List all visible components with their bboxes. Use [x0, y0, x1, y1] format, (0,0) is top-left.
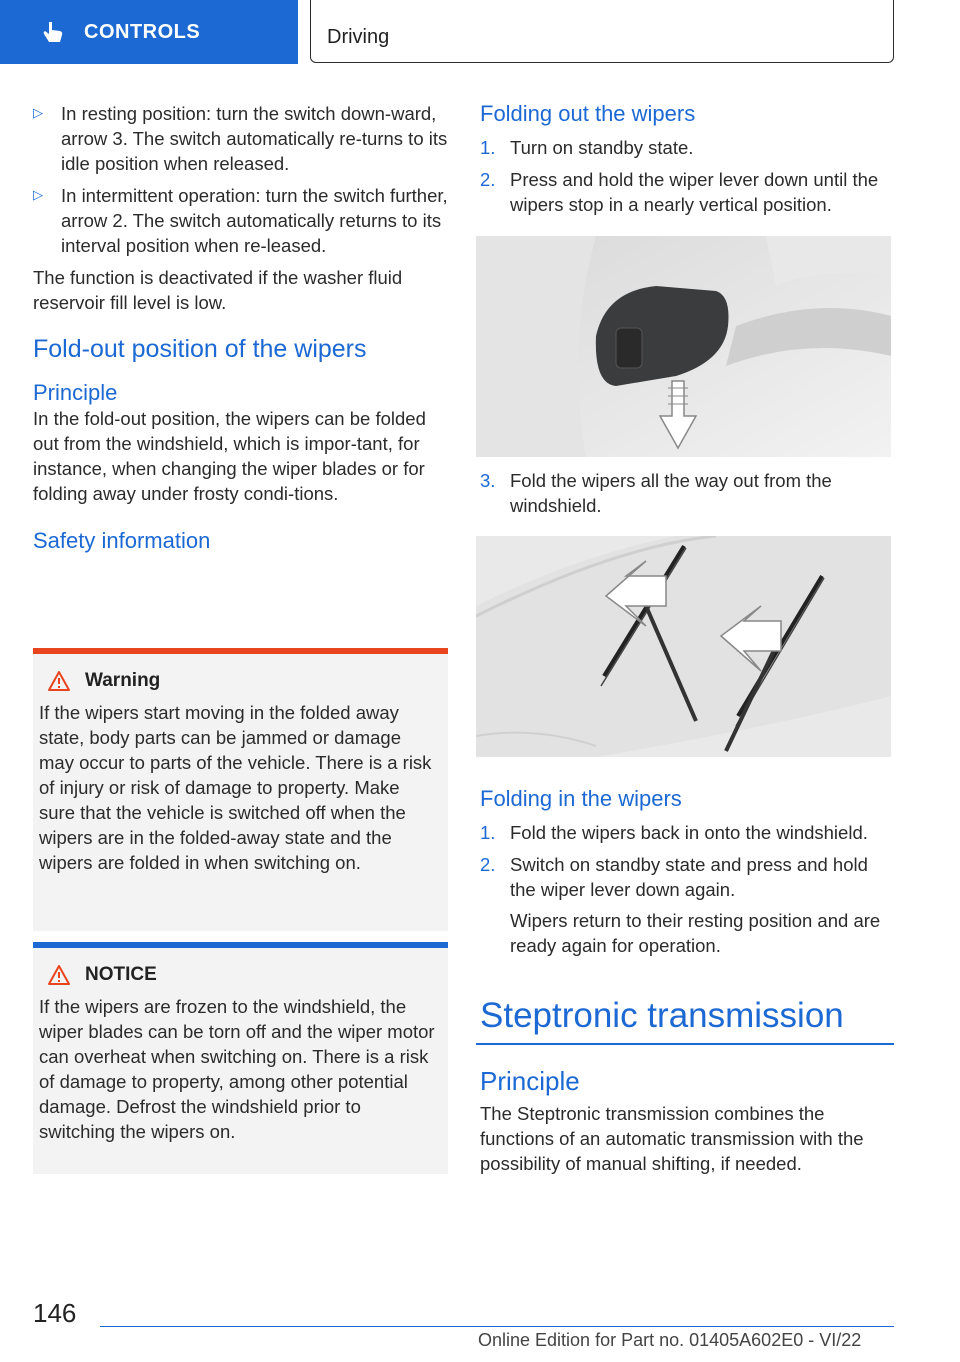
page-number: 146: [33, 1298, 77, 1328]
right-column-bottom: [480, 786, 895, 958]
notice-text: If the wipers are frozen to the windshield, the wiper blades can be torn off and the wiper motor can overheat when switching on. There is a risk of damage to property, among other potential damage. Defrost the windshield prior to switching the wipers on.: [39, 996, 435, 1142]
warning-text: If the wipers start moving in the folded away state, body parts can be jammed or damage may occur to parts of the vehicle. There is a risk of injury or risk of damage to property. Make sure that the vehicle is switched off when the wipers are in the folded-away state and the wipers are folded in when switching on.: [39, 702, 432, 873]
in-note: Wipers return to their resting position and are ready again for operation.: [510, 910, 881, 956]
triangle-bullet-icon: ▷: [33, 105, 43, 120]
list-item: 2. Switch on standby state and press and hold the wiper lever down again.: [480, 854, 868, 900]
footer-rule: [100, 1326, 894, 1327]
section-tab[interactable]: [0, 0, 298, 64]
notice-title: NOTICE: [85, 964, 157, 985]
heading-principle: Principle: [33, 380, 118, 405]
wipers-folded-out-image: [476, 536, 891, 757]
edition-text: Online Edition for Part no. 01405A602E0 - VI/22: [478, 1330, 862, 1350]
heading-folding-out: Folding out the wipers: [480, 101, 696, 126]
warning-title: Warning: [85, 670, 161, 691]
list-item: 1. Fold the wipers back in onto the windshield.: [480, 822, 868, 843]
heading-principle-2: Principle: [480, 1066, 580, 1096]
heading-folding-in: Folding in the wipers: [480, 786, 682, 811]
right-column-top: [480, 101, 895, 224]
right-column-step3: [480, 468, 895, 525]
section-label: CONTROLS: [84, 20, 201, 43]
principle-text: In the fold-out position, the wipers can be folded out from the windshield, which is impor‐tant, for instance, when changing the wiper blades or for folding away under frosty condi‐tions.: [33, 408, 426, 504]
warning-bar: [33, 648, 448, 654]
notice-bar: [33, 942, 448, 948]
list-item: ▷ In intermittent operation: turn the switch further, arrow 2. The switch automatically returns to its interval position when re‐leased.: [33, 185, 448, 256]
chapter-label: Driving: [327, 26, 390, 48]
triangle-bullet-icon: ▷: [33, 187, 43, 202]
deactivated-text: The function is deactivated if the washer fluid reservoir fill level is low.: [33, 267, 403, 313]
wiper-lever-image: [476, 236, 891, 457]
steptronic-text: The Steptronic transmission combines the functions of an automatic transmission with the possibility of manual shifting, if needed.: [480, 1103, 864, 1174]
notice-box: [33, 942, 448, 1174]
list-item: 3. Fold the wipers all the way out from the windshield.: [480, 470, 832, 516]
notice-triangle-icon: [47, 964, 71, 986]
chapter-box: [310, 0, 894, 63]
section-rule: [476, 1043, 894, 1045]
left-column: [33, 101, 448, 554]
hand-pointer-icon: [40, 19, 66, 45]
list-item: 1. Turn on standby state.: [480, 137, 694, 158]
warning-triangle-icon: [47, 670, 71, 692]
heading-fold-out: Fold-out position of the wipers: [33, 335, 367, 363]
heading-steptronic: Steptronic transmission: [480, 996, 844, 1035]
list-item: ▷ In resting position: turn the switch down‐ward, arrow 3. The switch automatically re‐turns to its idle position when released.: [33, 103, 448, 174]
heading-safety: Safety information: [33, 528, 211, 553]
steptronic-section: [480, 1066, 895, 1176]
list-item: 2. Press and hold the wiper lever down until the wipers stop in a nearly vertical position.: [480, 169, 879, 215]
warning-box: [33, 648, 448, 931]
